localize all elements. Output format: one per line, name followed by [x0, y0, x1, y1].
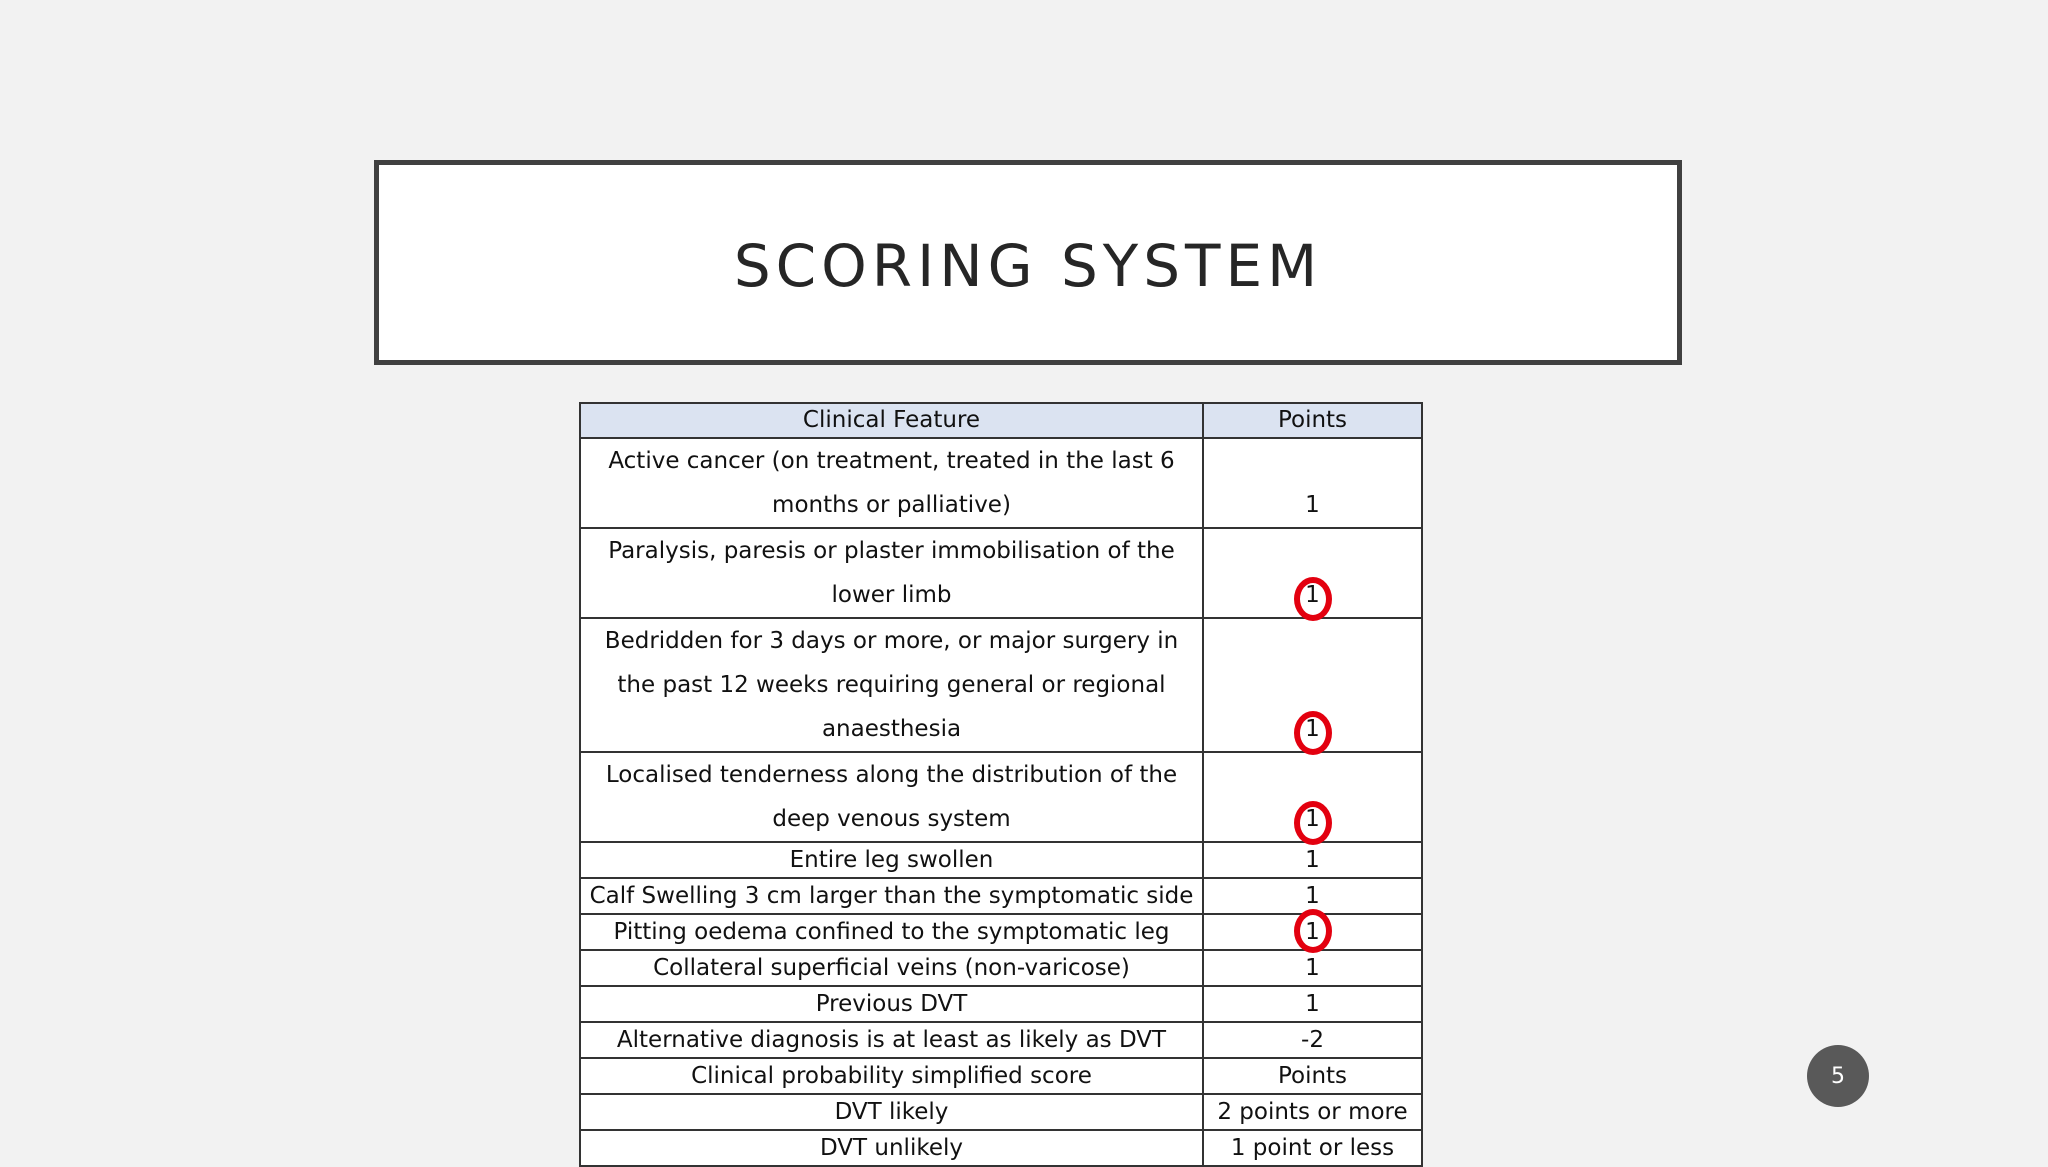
points-value: 1: [1305, 716, 1320, 742]
feature-cell: Alternative diagnosis is at least as likely as DVT: [580, 1022, 1203, 1058]
table-row: [580, 618, 1422, 752]
points-value: 1: [1305, 806, 1320, 832]
points-cell: 1: [1203, 950, 1422, 986]
points-cell: Points: [1203, 1058, 1422, 1094]
feature-cell: Localised tenderness along the distribution of the deep venous system: [580, 752, 1203, 842]
points-cell: 1: [1203, 878, 1422, 914]
feature-cell: Entire leg swollen: [580, 842, 1203, 878]
points-cell: [1203, 752, 1422, 842]
header-clinical-feature: Clinical Feature: [580, 403, 1203, 438]
points-value: 1: [1305, 919, 1320, 945]
points-cell: [1203, 618, 1422, 752]
feature-cell: Clinical probability simplified score: [580, 1058, 1203, 1094]
points-cell: 2 points or more: [1203, 1094, 1422, 1130]
feature-cell: Calf Swelling 3 cm larger than the symptomatic side: [580, 878, 1203, 914]
page-number-badge: [1807, 1045, 1869, 1107]
page-number: 5: [1831, 1063, 1845, 1089]
points-cell: 1: [1203, 438, 1422, 528]
feature-cell: Active cancer (on treatment, treated in the last 6 months or palliative): [580, 438, 1203, 528]
feature-cell: Pitting oedema confined to the symptomatic leg: [580, 914, 1203, 950]
feature-cell: Bedridden for 3 days or more, or major surgery in the past 12 weeks requiring general or regional anaesthesia: [580, 618, 1203, 752]
table-row: [580, 1058, 1422, 1094]
feature-cell: DVT likely: [580, 1094, 1203, 1130]
points-cell: [1203, 528, 1422, 618]
feature-cell: Previous DVT: [580, 986, 1203, 1022]
title-box: [374, 160, 1682, 365]
table-row: [580, 842, 1422, 878]
points-cell: [1203, 914, 1422, 950]
points-cell: 1: [1203, 842, 1422, 878]
points-value: 1: [1305, 582, 1320, 608]
feature-cell: Paralysis, paresis or plaster immobilisation of the lower limb: [580, 528, 1203, 618]
points-cell: -2: [1203, 1022, 1422, 1058]
table-row: [580, 914, 1422, 950]
table-header-row: [580, 403, 1422, 438]
table-row: [580, 1094, 1422, 1130]
slide-title: SCORING SYSTEM: [733, 231, 1323, 300]
table-row: [580, 752, 1422, 842]
points-cell: 1 point or less: [1203, 1130, 1422, 1166]
table-row: [580, 528, 1422, 618]
feature-cell: DVT unlikely: [580, 1130, 1203, 1166]
feature-cell: Collateral superficial veins (non-varicose): [580, 950, 1203, 986]
table-row: [580, 1130, 1422, 1166]
table-row: [580, 950, 1422, 986]
table-row: [580, 878, 1422, 914]
table-row: [580, 1022, 1422, 1058]
points-cell: 1: [1203, 986, 1422, 1022]
header-points: Points: [1203, 403, 1422, 438]
scoring-table: [579, 402, 1423, 1167]
table-row: [580, 986, 1422, 1022]
scoring-table-container: [579, 402, 1421, 1167]
table-row: [580, 438, 1422, 528]
